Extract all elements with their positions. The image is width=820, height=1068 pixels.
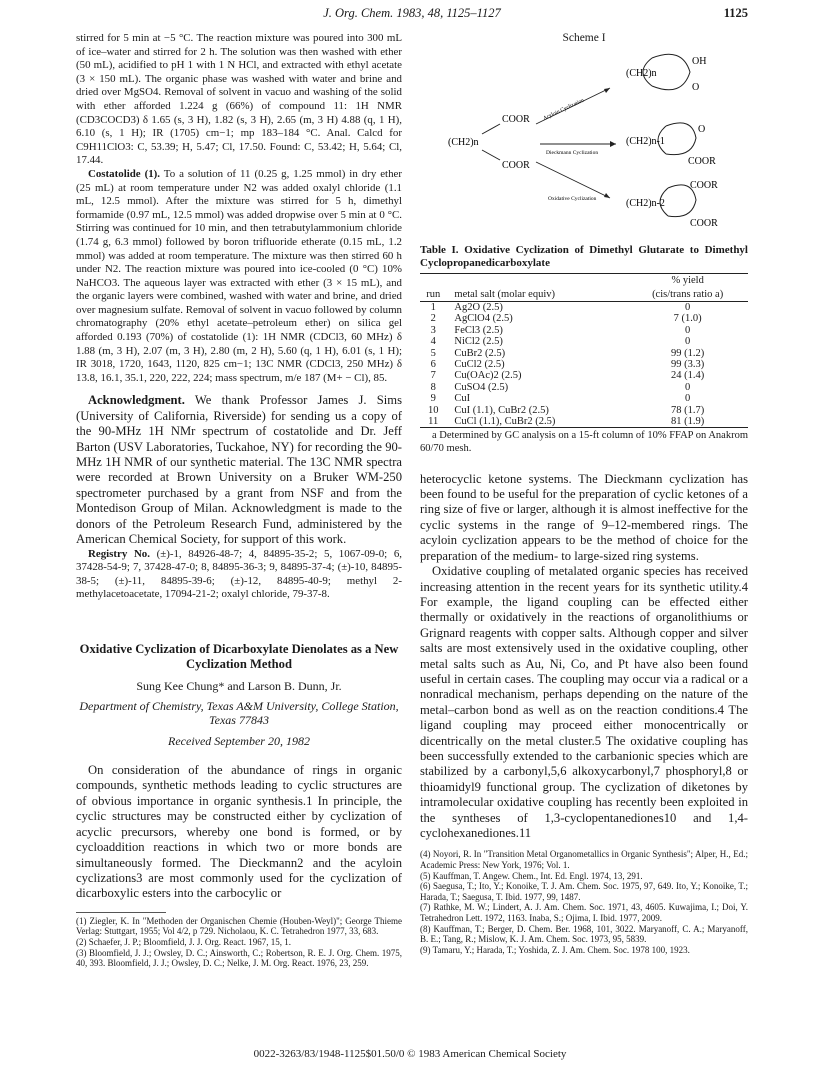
cell-salt: CuI (1.1), CuBr2 (2.5) <box>454 404 549 416</box>
dieckmann-ch2n1: (CH2)n-1 <box>626 135 665 147</box>
table-row <box>420 393 748 404</box>
table-row <box>420 348 748 359</box>
page-footer: 0022-3263/83/1948-1125$01.50/0 © 1983 American Chemical Society <box>253 1048 567 1060</box>
footnote-3: (3) Bloomfield, J. J.; Owsley, D. C.; Ainsworth, C.; Robertson, R. E. J. Org. Chem. 1975, 40, 393. Bloomfield, J. J.; Owsley, D. C.; Nelke, J. M. Org. React. 1976, 23, 259. <box>76 947 402 969</box>
footnotes-right <box>420 849 748 955</box>
costatolide-text: To a solution of 11 (0.25 g, 1.25 mmol) in dry ether (25 mL) at room temperature under N2 was added oxalyl chloride (1.1 mL, 12.5 mmol). After the mixture was stirred for 5 h, dimethyl formamide (0.97 mL, 12.5 mmol) was added dropwise over 5 min at 0 °C. Stirring was continued for 10 min, and then tetrabutylammonium chloride (1.74 g, 6.3 mmol) followed by boron trifluoride etherate (0.15 mL, 1.2 mmol) was added at room temperature. The mixture was then stirred 60 h under N2. The reaction mixture was poured into ice-cooled (0 °C) 10% NaHCO3. The aqueous layer was extracted with ether (3 × 15 mL), and the organic layers were combined, washed with water and brine, and dried over magnesium sulfate. Removal of solvent in vacuo followed by column chromatography (20% ethyl acetate–petroleum ether) on silica gel afforded 0.193 (70%) of costatolide (1): 1H NMR (CDCl3, 60 MHz) δ 1.88 (m, 3 H), 2.07 (m, 3 H), 2.80 (m, 2 H), 5.60 (q, 1 H), 6.01 (s, 1 H); IR 3018, 1720, 1643, 1120, 825 cm−1; 13C NMR (CDCl3, 250 MHz) δ 13.8, 16.1, 35.1, 220, 222, 224; mass spectrum, m/e 187 (M+ − Cl), 85. <box>76 167 402 384</box>
cell-run: 5 <box>430 347 436 359</box>
body-paragraph-2: Oxidative coupling of metalated organic species has received increasing attention in the recent years for its synthetic utility.4 For example, the ligand coupling can be effected either thermally or oxidatively in the reactions of organolithiums or Grignard reagents with copper salts. Although copper and silver salts are most extensively used in the oxidative coupling, other metal salts such as Au, Ni, Co, and Pt have also been found useful in certain cases. The coupling may occur via a radical or a nonradical mechanism, perhaps depending on the nature of the metal–carbon bond as well as on the reaction conditions.4 The ligand coupling may proceed either monocentrically or dicentrically on the metal cluster.5 The oxidative coupling has been successfully extended to the carbanionic species which are stabilized by a carbonyl,5,6 alkoxycarbonyl,7 phosphoryl,8 or thioamidyl9 functional group. The cyclization of diketones by intramolecular oxidative coupling has recently been exploited in the syntheses of 1,3-cyclopentanediones10 and 1,4-cyclohexanediones.11 <box>420 564 748 840</box>
cell-yield: 0 <box>685 393 691 405</box>
acyloin-ring <box>652 54 690 90</box>
journal-citation: J. Org. Chem. 1983, 48, 1125–1127 <box>323 6 501 20</box>
col-header-run: run <box>426 288 441 300</box>
cell-yield: 0 <box>685 381 691 393</box>
cell-run: 2 <box>430 313 436 325</box>
acknowledgment-text: We thank Professor James J. Sims (University of California, Riverside) for sending us a copy of the 90-MHz 1H NMr spectrum of costatolide and Dr. Jeff Barton (USV Laboratories, Tuckahoe, NY) for recording the 90-MHz 1H NMR of our synthetic material. The 13C NMR spectra were recorded at Brown University on a Bruker WM-250 spectrometer purchased by a grant from NSF and from the Montedison Group of Milan. Acknowledgment is made to the donors of the Petroleum Research Fund, administered by the American Chemical Society, for support of this work. <box>76 393 402 547</box>
table-row <box>420 336 748 347</box>
cell-salt: CuBr2 (2.5) <box>454 347 506 359</box>
ch2n-label: (CH2)n <box>448 136 479 148</box>
dieckmann-o: O <box>698 123 706 135</box>
page-number: 1125 <box>723 6 748 20</box>
cell-yield: 0 <box>685 336 691 348</box>
cell-salt: CuCl (1.1), CuBr2 (2.5) <box>454 416 556 428</box>
article-title: Oxidative Cyclization of Dicarboxylate Dienolates as a New Cyclization Method <box>79 641 399 671</box>
table-row <box>420 325 748 336</box>
footnote-9: (9) Tamaru, Y.; Harada, T.; Yoshida, Z. J. Am. Chem. Soc. 1978 100, 1923. <box>420 944 690 955</box>
col-header-yield: % yield <box>671 275 704 287</box>
table-row <box>420 382 748 393</box>
acyloin-oh: OH <box>692 55 707 67</box>
cell-yield: 0 <box>685 324 691 336</box>
coor-bottom-label: COOR <box>502 159 530 171</box>
table-row <box>420 313 748 324</box>
cell-salt: CuCl2 (2.5) <box>454 359 505 371</box>
cell-run: 6 <box>430 359 436 371</box>
coor-top-label: COOR <box>502 113 530 125</box>
table-row <box>420 370 748 381</box>
cell-yield: 99 (1.2) <box>671 347 705 359</box>
yield-table <box>420 273 748 428</box>
left-column <box>76 32 402 969</box>
table-row <box>420 405 748 416</box>
cell-run: 9 <box>430 393 436 405</box>
article-authors: Sung Kee Chung* and Larson B. Dunn, Jr. <box>136 678 342 693</box>
bond-upper <box>482 124 500 134</box>
cell-yield: 99 (3.3) <box>671 359 705 371</box>
arrow-dieckmann-head <box>610 141 616 147</box>
cell-yield: 81 (1.9) <box>671 416 705 428</box>
footnote-4: (4) Noyori, R. In "Transition Metal Organometallics in Organic Synthesis"; Alper, H., Ed.; Academic Press: New York, 1976; Vol. 1. <box>420 849 748 870</box>
cell-run: 1 <box>430 302 436 313</box>
cell-yield: 24 (1.4) <box>671 370 705 382</box>
cell-salt: AgClO4 (2.5) <box>454 313 513 325</box>
cell-yield: 7 (1.0) <box>673 313 702 325</box>
page-header <box>76 6 748 24</box>
acknowledgment-paragraph <box>76 393 402 547</box>
footnote-1: (1) Ziegler, K. In "Methoden der Organischen Chemie (Houben-Weyl)"; George Thieme Verlag: Stuttgart, 1955; Vol 4/2, p 729. Nicholaou, K. C. Tetrahedron 1977, 33, 683. <box>76 915 402 937</box>
table-row <box>420 359 748 370</box>
costatolide-heading: Costatolide (1). <box>88 167 161 180</box>
oxidative-ch2n2: (CH2)n-2 <box>626 197 665 209</box>
arrow-oxidative-head <box>604 193 610 198</box>
cell-run: 8 <box>430 381 436 393</box>
table-row <box>420 416 748 428</box>
cell-yield: 78 (1.7) <box>671 404 705 416</box>
acknowledgment-heading: Acknowledgment. <box>88 393 185 408</box>
arrow-acyloin-head <box>604 88 610 93</box>
acyloin-ch2n: (CH2)n <box>626 67 657 79</box>
cell-salt: Ag2O (2.5) <box>454 302 503 313</box>
table-caption: Table I. Oxidative Cyclization of Dimethyl Glutarate to Dimethyl Cyclopropanedicarboxylate <box>420 244 748 270</box>
arrow-oxidative <box>536 162 610 198</box>
scheme-label: Scheme I <box>562 32 606 44</box>
cell-salt: CuI <box>454 393 471 405</box>
footnote-7: (7) Rathke, M. W.; Lindert, A. J. Am. Chem. Soc. 1971, 43, 4605. Kuwajima, I.; Doi, Y. Tetrahedron Lett. 1972, 1163. Inaba, S.; Ojima, I. Ibid. 1977, 2009. <box>420 902 748 923</box>
cell-run: 3 <box>430 324 436 336</box>
cell-run: 11 <box>428 416 439 428</box>
registry-heading: Registry No. <box>88 547 150 560</box>
table-body <box>420 302 748 428</box>
col-header-salt: metal salt (molar equiv) <box>454 288 555 300</box>
article-affiliation: Department of Chemistry, Texas A&M University, College Station, Texas 77843 <box>79 699 399 728</box>
footnote-5: (5) Kauffman, T. Angew. Chem., Int. Ed. Engl. 1974, 13, 291. <box>420 870 643 881</box>
col-header-ratio: (cis/trans ratio a) <box>652 288 724 300</box>
scheme-diagram <box>420 48 748 236</box>
bond-lower <box>482 150 500 160</box>
received-date: Received September 20, 1982 <box>168 734 310 749</box>
costatolide-paragraph <box>76 168 402 386</box>
footnotes-left <box>76 916 402 969</box>
experimental-paragraph: stirred for 5 min at −5 °C. The reaction mixture was poured into 300 mL of ice–water and stirred for 2 h. The solution was then washed with ether (50 mL), acidified to pH 1 with 1 N HCl, and extracted with ethyl acetate (3 × 150 mL). The organic phase was washed with water and brine and dried over MgSO4. Removal of solvent in vacuo and washing of the solid with ether afforded 1.224 g (66%) of compound 11: 1H NMR (CD3COCD3) δ 1.65 (s, 3 H), 1.82 (s, 3 H), 2.65 (m, 3 H) 4.88 (q, 1 H), 6.10 (s, 1 H); IR (1705) cm−1; mp 183–184 °C. Anal. Calcd for C9H11ClO3: C, 53.39; H, 5.47; Cl, 17.50. Found: C, 53.42; H, 5.64; Cl, 17.44. <box>76 32 402 167</box>
footnote-8: (8) Kauffman, T.; Berger, D. Chem. Ber. 1968, 101, 3022. Maryanoff, C. A.; Maryanoff, B. E.; Tang, R.; Mislow, K. J. Am. Chem. Soc. 1973, 95, 5839. <box>420 923 748 945</box>
acyloin-o: O <box>692 81 700 93</box>
dieckmann-label: Dieckmann Cyclization <box>546 149 599 156</box>
registry-paragraph <box>76 548 402 602</box>
cell-run: 7 <box>430 370 436 382</box>
acyloin-label: Acyloin Cyclization <box>542 97 586 122</box>
cell-yield: 0 <box>685 302 691 313</box>
dieckmann-ring <box>666 122 696 154</box>
registry-text: (±)-1, 84926-48-7; 4, 84895-35-2; 5, 1067-09-0; 6, 37428-54-9; 7, 37428-47-0; 8, 84895-36-3; 9, 84895-37-4; (±)-10, 84895-38-5; (±)-11, 84895-39-6; (±)-12, 84895-40-9; methyl 2-methylacetoacetate, 17094-21-2; oxalyl chloride, 79-37-8. <box>76 547 402 601</box>
cell-run: 10 <box>427 404 439 416</box>
dieckmann-coor: COOR <box>688 155 716 167</box>
oxidative-coor-bottom: COOR <box>690 217 718 229</box>
body-paragraph-1: heterocyclic ketone systems. The Dieckmann cyclization has been found to be useful for the preparation of cyclic ketones of a ring size of five or larger, although it is almost ineffective for the cyclic systems in the range of 9–12-membered rings. The acyloin cyclization appears to be the method of choice for the preparation of the medium- to large-sized ring systems. <box>420 471 748 563</box>
right-column <box>420 32 748 955</box>
table-row <box>420 302 748 314</box>
introduction-paragraph: On consideration of the abundance of rings in organic compounds, synthetic methods leading to cyclic structures are of obvious importance in organic synthesis.1 In principle, the cyclic structures may be constructed either by cyclization of acyclic precursors, whereby one bond is formed, or by cycloaddition reactions in which two or more bonds are simultaneously formed. The Dieckmann2 and the acyloin cyclizations3 are most commonly used for the cyclization of dicarboxylic esters into the carbocylic or <box>76 763 402 901</box>
oxidative-label: Oxidative Cyclization <box>548 195 597 202</box>
table-footnote: a Determined by GC analysis on a 15-ft column of 10% FFAP on Anakrom 60/70 mesh. <box>420 430 748 455</box>
footnote-6: (6) Saegusa, T.; Ito, Y.; Konoike, T. J. Am. Chem. Soc. 1975, 97, 649. Ito, Y.; Konoike, T.; Harada, T.; Saegusa, T. Ibid. 1977, 99, 1487. <box>420 881 748 902</box>
cell-run: 4 <box>430 336 436 348</box>
cell-salt: NiCl2 (2.5) <box>454 336 503 348</box>
cell-salt: CuSO4 (2.5) <box>454 381 509 393</box>
cell-salt: FeCl3 (2.5) <box>454 324 503 336</box>
cell-salt: Cu(OAc)2 (2.5) <box>454 370 522 382</box>
footnote-2: (2) Schaefer, J. P.; Bloomfield, J. J. Org. React. 1967, 15, 1. <box>76 936 291 947</box>
oxidative-coor-top: COOR <box>690 179 718 191</box>
footnote-divider <box>76 912 166 913</box>
